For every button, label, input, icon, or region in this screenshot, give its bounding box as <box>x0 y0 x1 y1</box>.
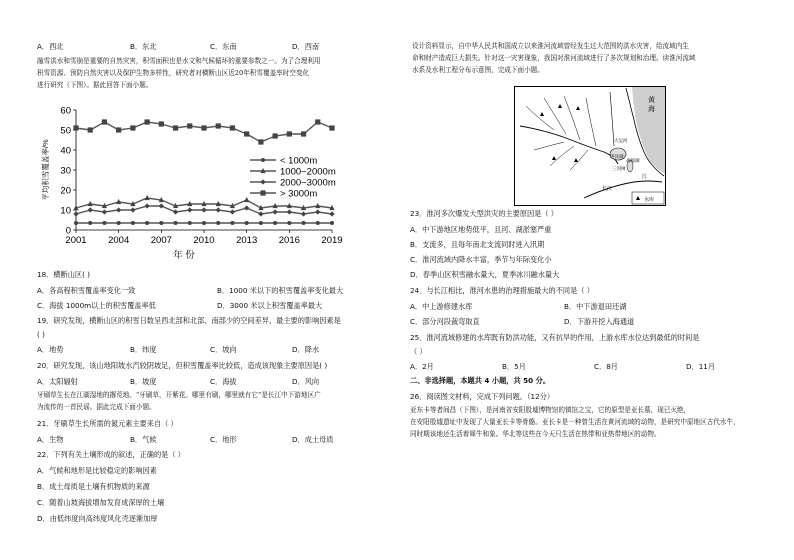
q23-option-d[interactable]: D．春季山区积雪融水量大，夏季冰川融水量大 <box>410 270 560 279</box>
data-point-series-2 <box>258 211 263 216</box>
q19-paren: ( ) <box>37 330 45 339</box>
q19-stem: 19．研究发现，横断山区的积雪日数呈西北部和北部、南部少的空间差异，最主要的影响因素是 <box>37 316 341 325</box>
q23-stem: 23．淮河多次爆发大型洪灾的主要原因是（ ） <box>410 209 558 218</box>
section-non-choice-heading: 二、非选择题，本题共 4 小题，共 50 分。 <box>410 376 551 385</box>
q22-option-a[interactable]: A．气候和地形是比较稳定的影响因素 <box>37 466 157 475</box>
q22-option-b[interactable]: B．成土母质是土壤有机物质的来源 <box>37 482 150 491</box>
q23-option-c[interactable]: C．淮河流域内降水丰富，季节与年际变化小 <box>410 255 552 264</box>
intro-toothbrush-grass-paragraph <box>37 389 397 413</box>
legend-label-3: > 3000m <box>280 188 318 200</box>
data-point-series-3 <box>173 125 178 130</box>
data-point-series-2 <box>329 211 334 216</box>
map-legend-label: 水库 <box>644 197 655 203</box>
huaihe-river-system-map <box>514 86 666 206</box>
intro-snow-line: 进行研究（下图）。据此回答下面小题。 <box>37 81 153 89</box>
data-point-series-3 <box>187 123 192 128</box>
x-tick-label: 2013 <box>236 235 258 246</box>
data-point-series-0 <box>117 221 121 225</box>
data-point-series-1 <box>88 201 93 206</box>
intro-huaihe-paragraph <box>412 40 792 76</box>
data-point-series-3 <box>258 139 263 144</box>
data-point-series-0 <box>102 221 106 225</box>
data-point-series-3 <box>102 119 107 124</box>
legend-marker-2 <box>260 179 265 184</box>
q20-option-b[interactable]: B．坡度 <box>130 377 157 386</box>
y-tick-label: 60 <box>60 105 71 117</box>
q24-stem: 24．与长江相比，淮河水患的治理措施最大的不同是（ ） <box>410 286 594 295</box>
q22-stem: 22．下列有关土壤形成的叙述，正确的是（ ） <box>37 450 185 459</box>
x-axis-label: 年 份 <box>173 250 195 261</box>
q18-stem: 18．横断山区( ) <box>37 270 90 279</box>
map-label-gaoyou-lake: 高邮湖 <box>626 158 640 163</box>
y-tick-label: 30 <box>60 165 71 177</box>
intro-snow-paragraph <box>37 55 397 91</box>
data-point-series-0 <box>316 221 320 225</box>
q25-option-a[interactable]: A．2月 <box>410 362 434 371</box>
data-point-series-3 <box>315 119 320 124</box>
intro-huaihe-line: 水系及水利工程分布示意图，完成下面小题。 <box>412 66 544 74</box>
data-point-series-1 <box>315 203 320 208</box>
q19-option-c[interactable]: C．坡向 <box>210 345 237 354</box>
data-point-series-3 <box>273 133 278 138</box>
data-point-series-2 <box>216 207 221 212</box>
q23-option-b[interactable]: B．支流多，且每年南北支流同时进入汛期 <box>410 240 545 249</box>
data-point-series-3 <box>88 127 93 132</box>
data-point-series-1 <box>116 199 121 204</box>
data-point-series-3 <box>130 125 135 130</box>
map-label-yangtze: 长江 <box>602 186 613 192</box>
data-point-series-0 <box>202 221 206 225</box>
q26-material-line: 同时期该地还生活着犀牛和象。华北等这些在今天只生活在热带和亚热带地区的动物。 <box>410 430 661 438</box>
q24-option-c[interactable]: C．部分河段裁弯取直 <box>410 317 480 326</box>
map-label-sanhe-sluice: 三河闸 <box>612 166 626 171</box>
q23-option-a[interactable]: A．中下游地区地势低平，且河、湖淤塞严重 <box>410 225 552 234</box>
q22-option-d[interactable]: D．由低纬度向高纬度风化壳逐渐加厚 <box>37 514 158 523</box>
data-point-series-2 <box>187 207 192 212</box>
q26-material-paragraph <box>410 404 790 440</box>
intro-toothbrush-line: 牙刷草生长在江湖湿地的撂荒地。“牙刷草，开紫花。哪里有刷，哪里就有它”是长江中下游地区广 <box>37 391 321 399</box>
q21-stem: 21．牙刷草生长所需的氮元素主要来自（ ） <box>37 419 178 428</box>
q21-option-a[interactable]: A．生物 <box>37 435 64 444</box>
data-point-series-2 <box>315 209 320 214</box>
data-point-series-2 <box>287 209 292 214</box>
q17-option-b[interactable]: B．东北 <box>130 42 157 51</box>
q21-option-d[interactable]: D．成土母质 <box>292 435 334 444</box>
y-tick-label: 50 <box>60 125 71 137</box>
data-point-series-2 <box>301 211 306 216</box>
q25-paren: （ ） <box>410 347 427 356</box>
legend-label-0: < 1000m <box>280 155 318 167</box>
data-point-series-2 <box>201 207 206 212</box>
legend-marker-3 <box>260 190 265 195</box>
intro-toothbrush-line: 为流传的一首民谣。据此完成下面小题。 <box>37 403 156 411</box>
data-point-series-0 <box>216 221 220 225</box>
q19-option-b[interactable]: B．纬度 <box>130 345 157 354</box>
data-point-series-3 <box>216 123 221 128</box>
q20-stem: 20．研究发现，该山地阳坡水汽较阴坡足，但积雪覆盖率比较低，造成该现象主要原因是( ) <box>37 361 328 370</box>
q20-option-d[interactable]: D．风向 <box>292 377 320 386</box>
data-point-series-2 <box>88 207 93 212</box>
data-point-series-2 <box>102 209 107 214</box>
q19-option-d[interactable]: D．降水 <box>292 345 320 354</box>
data-point-series-0 <box>188 221 192 225</box>
q24-option-d[interactable]: D．下游开挖入海通道 <box>564 317 635 326</box>
q17-option-c[interactable]: C．东南 <box>210 42 237 51</box>
data-point-series-3 <box>201 125 206 130</box>
y-tick-label: 0 <box>65 225 71 237</box>
q26-stem: 26．阅读图文材料，完成下列问题。（12分） <box>410 392 555 401</box>
y-tick-label: 20 <box>60 185 71 197</box>
data-point-series-2 <box>130 207 135 212</box>
snow-cover-line-chart <box>36 104 376 264</box>
intro-snow-line: 融雪洪水和雪崩是重要的自然灾害，积雪面积也是水文和气候循环的重要参数之一。为了合理利用 <box>37 57 321 65</box>
q17-option-a[interactable]: A．西北 <box>37 42 64 51</box>
q18-option-b[interactable]: B．1000 米以下的积雪覆盖率变化最大 <box>217 286 344 295</box>
legend-marker-0 <box>261 158 265 162</box>
data-point-series-0 <box>74 221 78 225</box>
data-point-series-0 <box>159 221 163 225</box>
legend-label-2: 2000~3000m <box>280 177 336 189</box>
legend-label-1: 1000~2000m <box>280 166 336 178</box>
intro-huaihe-line: 设计资料显示，自中华人民共和国成立以来淮河流域曾经发生过大范围的洪水灾害，给流域内生 <box>412 42 689 50</box>
q21-option-b[interactable]: B．气候 <box>130 435 157 444</box>
x-tick-label: 2019 <box>321 235 343 246</box>
q26-material-line: 在安阳殷墟遗址中发现了大量亚长卡等骨骼。亚长卡是一种曾生活在黄河流域的动物，是研究中原地区古代水牛， <box>410 418 740 426</box>
q20-option-c[interactable]: C．海拔 <box>210 377 237 386</box>
q18-option-a[interactable]: A．各高程积雪覆盖率变化一致 <box>37 286 136 295</box>
data-point-series-3 <box>287 131 292 136</box>
data-point-series-0 <box>259 221 263 225</box>
data-point-series-2 <box>244 205 249 210</box>
data-point-series-2 <box>273 209 278 214</box>
q24-option-b[interactable]: B．中下游退田还湖 <box>564 302 627 311</box>
data-point-series-0 <box>88 221 92 225</box>
data-point-series-0 <box>245 221 249 225</box>
data-point-series-0 <box>145 221 149 225</box>
data-point-series-3 <box>145 119 150 124</box>
map-label-jiang: 江 <box>642 174 648 180</box>
data-point-series-3 <box>301 131 306 136</box>
data-point-series-0 <box>174 221 178 225</box>
intro-huaihe-line: 命和财产造成巨大损失。针对这一灾害现象，我国对淮河流域进行了多次规划和治理。读淮河流域 <box>412 54 696 62</box>
q18-option-c[interactable]: C．海拔 1000m以上的积雪覆盖率低 <box>37 301 156 310</box>
data-point-series-3 <box>244 131 249 136</box>
intro-snow-line: 积雪资源、预防自然灾害以及保护生物多样性，研究者对横断山区近20年积雪覆盖率时空变化 <box>37 69 310 77</box>
data-point-series-0 <box>287 221 291 225</box>
data-point-series-3 <box>116 127 121 132</box>
data-point-series-0 <box>230 221 234 225</box>
data-point-series-0 <box>273 221 277 225</box>
q25-option-d[interactable]: D．11月 <box>686 362 716 371</box>
data-point-series-0 <box>302 221 306 225</box>
data-point-series-3 <box>230 125 235 130</box>
q26-material-line: 亚东卡等者间昌（下图），是河南省安阳殷墟博物馆的镇馆之宝，它的原型是亚长墓，现已灭绝， <box>410 406 691 414</box>
data-point-series-2 <box>173 209 178 214</box>
x-tick-label: 2007 <box>150 235 172 246</box>
x-tick-label: 2010 <box>193 235 215 246</box>
q17-option-d[interactable]: D．西南 <box>292 42 320 51</box>
data-point-series-2 <box>159 203 164 208</box>
data-point-series-3 <box>159 121 164 126</box>
q25-stem: 25．淮河流域修建的水库既有防洪功能，又有抗旱的作用，上游水库水位达到最低的时间是 <box>410 333 700 342</box>
q18-option-d[interactable]: D．3000 米以上积雪覆盖率最大 <box>217 301 323 310</box>
map-label-grand-canal: 大运河 <box>614 138 628 143</box>
data-point-series-1 <box>145 195 150 200</box>
data-point-series-0 <box>330 221 334 225</box>
x-tick-label: 2016 <box>278 235 300 246</box>
map-label-hongze-lake: 洪泽湖 <box>610 154 624 159</box>
x-tick-label: 2004 <box>108 235 130 246</box>
data-point-series-3 <box>73 125 78 130</box>
series-line-3 <box>76 122 332 142</box>
y-tick-label: 10 <box>60 205 71 217</box>
y-tick-label: 40 <box>60 145 71 157</box>
q25-option-b[interactable]: B．5月 <box>502 362 526 371</box>
y-axis-label: 平均积雪覆盖率/% <box>41 139 50 201</box>
q19-option-a[interactable]: A．地势 <box>37 345 64 354</box>
q20-option-a[interactable]: A．太阳辐射 <box>37 377 78 386</box>
data-point-series-2 <box>145 203 150 208</box>
yellow-sea-label: 黄海 <box>648 97 655 113</box>
q24-option-a[interactable]: A．中上游修建水库 <box>410 302 473 311</box>
x-tick-label: 2001 <box>65 235 87 246</box>
q22-option-c[interactable]: C．随着山坡海拔增加发育成深厚的土壤 <box>37 498 165 507</box>
q25-option-c[interactable]: C．8月 <box>594 362 618 371</box>
q21-option-c[interactable]: C．地形 <box>210 435 237 444</box>
data-point-series-0 <box>131 221 135 225</box>
data-point-series-3 <box>329 125 334 130</box>
data-point-series-1 <box>244 197 249 202</box>
data-point-series-2 <box>116 207 121 212</box>
data-point-series-2 <box>73 211 78 216</box>
data-point-series-2 <box>230 209 235 214</box>
